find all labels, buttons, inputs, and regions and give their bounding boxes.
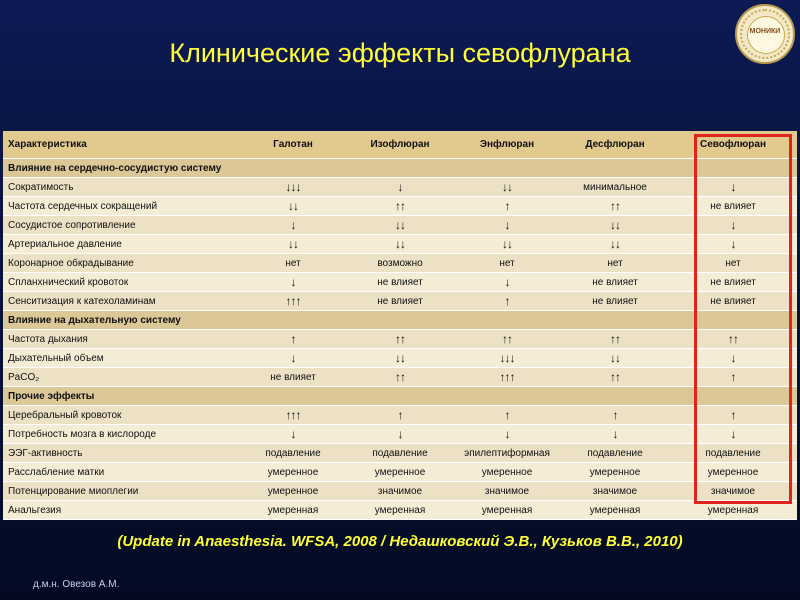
table-cell: ↓↓ [453,178,561,197]
table-cell: значимое [669,482,797,501]
table-cell: подавление [239,444,347,463]
row-label: Артериальное давление [3,235,239,254]
table-cell: нет [239,254,347,273]
table-cell: умеренное [561,463,669,482]
table-cell: ↓ [669,425,797,444]
institution-logo [735,4,795,64]
table-row [3,273,797,292]
column-header: Характеристика [3,131,239,159]
table-cell: возможно [347,254,453,273]
row-label: Церебральный кровоток [3,406,239,425]
row-label: PaCO₂ [3,368,239,387]
section-header-row [3,387,797,406]
row-label: Дыхательный объем [3,349,239,368]
table-cell: ↑ [669,406,797,425]
column-header: Десфлюран [561,131,669,159]
column-header: Галотан [239,131,347,159]
table-cell: ↓ [453,216,561,235]
citation: (Update in Anaesthesia. WFSA, 2008 / Недашковский Э.В., Кузьков В.В., 2010) [117,533,683,550]
table-cell: ↓ [347,178,453,197]
table-cell: подавление [561,444,669,463]
table-cell: ↓↓ [561,216,669,235]
table-row [3,254,797,273]
table-cell: ↑ [453,406,561,425]
table-cell: ↓ [669,216,797,235]
table-header-row [3,131,797,159]
table-row [3,425,797,444]
table-cell: ↓ [239,349,347,368]
table-cell: ↓ [453,425,561,444]
table-cell: подавление [669,444,797,463]
table-cell: ↑ [453,292,561,311]
table-row [3,216,797,235]
table-cell: умеренная [239,501,347,520]
table-cell: не влияет [561,292,669,311]
table-row [3,349,797,368]
table-cell: ↓↓ [347,216,453,235]
row-label: Расслабление матки [3,463,239,482]
table-cell: ↓↓ [561,235,669,254]
table-cell: умеренное [239,463,347,482]
table-cell: подавление [347,444,453,463]
table-cell: умеренная [347,501,453,520]
table-row [3,292,797,311]
logo-emblem [747,16,785,54]
table-cell: ↑↑ [561,368,669,387]
table-cell: значимое [561,482,669,501]
table-cell: ↑↑↑ [239,406,347,425]
table-cell: умеренное [347,463,453,482]
table-cell: ↓ [347,425,453,444]
table-cell: ↓↓ [347,235,453,254]
table-cell: ↓ [561,425,669,444]
table-row [3,501,797,520]
table-cell: ↓↓↓ [453,349,561,368]
comparison-table [3,131,797,520]
table-row [3,463,797,482]
table-cell: ↓ [239,273,347,292]
table-cell: не влияет [669,273,797,292]
table-cell: нет [669,254,797,273]
table-cell: умеренное [453,463,561,482]
table-cell: ↑ [347,406,453,425]
table-cell: ↑↑↑ [453,368,561,387]
table-row [3,368,797,387]
row-label: Сосудистое сопротивление [3,216,239,235]
table-cell: ↑↑ [561,330,669,349]
table-cell: умеренная [669,501,797,520]
table-cell: значимое [347,482,453,501]
row-label: Сократимость [3,178,239,197]
row-label: Коронарное обкрадывание [3,254,239,273]
table-cell: ↑↑ [669,330,797,349]
table-cell: ↑ [453,197,561,216]
table-cell: ↑↑ [561,197,669,216]
table-cell: значимое [453,482,561,501]
table-cell: ↓ [239,216,347,235]
table-row [3,406,797,425]
table-cell: ↓ [669,178,797,197]
table-row [3,235,797,254]
table-body [3,159,797,520]
section-header-row [3,311,797,330]
column-header: Севофлюран [669,131,797,159]
table-cell: ↓↓ [561,349,669,368]
table-cell: ↑ [669,368,797,387]
table-row [3,330,797,349]
table-cell: ↓↓ [453,235,561,254]
table-cell: ↑↑ [347,368,453,387]
author-credit: д.м.н. Овезов А.М. [33,579,120,590]
table-cell: ↓↓ [239,197,347,216]
table-row [3,178,797,197]
table-cell: ↓ [453,273,561,292]
slide-title: Клинические эффекты севофлурана [169,38,631,68]
table-cell: ↑↑ [347,330,453,349]
table-cell: ↑ [239,330,347,349]
table-cell: ↓↓ [347,349,453,368]
table-cell: не влияет [669,292,797,311]
section-header-row [3,159,797,178]
table-cell: нет [561,254,669,273]
table-cell: не влияет [347,273,453,292]
logo-text: МОНИКИ [749,28,781,35]
table-cell: ↑↑↑ [239,292,347,311]
row-label: Сенситизация к катехоламинам [3,292,239,311]
table-cell: не влияет [669,197,797,216]
table-cell: ↓ [669,349,797,368]
row-label: ЭЭГ-активность [3,444,239,463]
table-cell: умеренная [453,501,561,520]
comparison-table-container [3,131,797,516]
table-cell: ↓↓↓ [239,178,347,197]
table-cell: умеренное [239,482,347,501]
row-label: Спланхнический кровоток [3,273,239,292]
row-label: Анальгезия [3,501,239,520]
section-title: Прочие эффекты [3,387,797,406]
table-cell: не влияет [239,368,347,387]
table-cell: ↓↓ [239,235,347,254]
row-label: Потребность мозга в кислороде [3,425,239,444]
table-row [3,482,797,501]
table-cell: минимальное [561,178,669,197]
table-cell: ↑ [561,406,669,425]
table-cell: ↓ [669,235,797,254]
table-row [3,197,797,216]
section-title: Влияние на сердечно-сосудистую систему [3,159,797,178]
table-cell: нет [453,254,561,273]
table-cell: эпилептиформная [453,444,561,463]
table-cell: умеренная [561,501,669,520]
row-label: Потенцирование миоплегии [3,482,239,501]
table-cell: ↑↑ [347,197,453,216]
table-cell: не влияет [347,292,453,311]
column-header: Энфлюран [453,131,561,159]
table-cell: не влияет [561,273,669,292]
table-cell: умеренное [669,463,797,482]
table-cell: ↓ [239,425,347,444]
table-row [3,444,797,463]
row-label: Частота сердечных сокращений [3,197,239,216]
row-label: Частота дыхания [3,330,239,349]
table-cell: ↑↑ [453,330,561,349]
column-header: Изофлюран [347,131,453,159]
section-title: Влияние на дыхательную систему [3,311,797,330]
